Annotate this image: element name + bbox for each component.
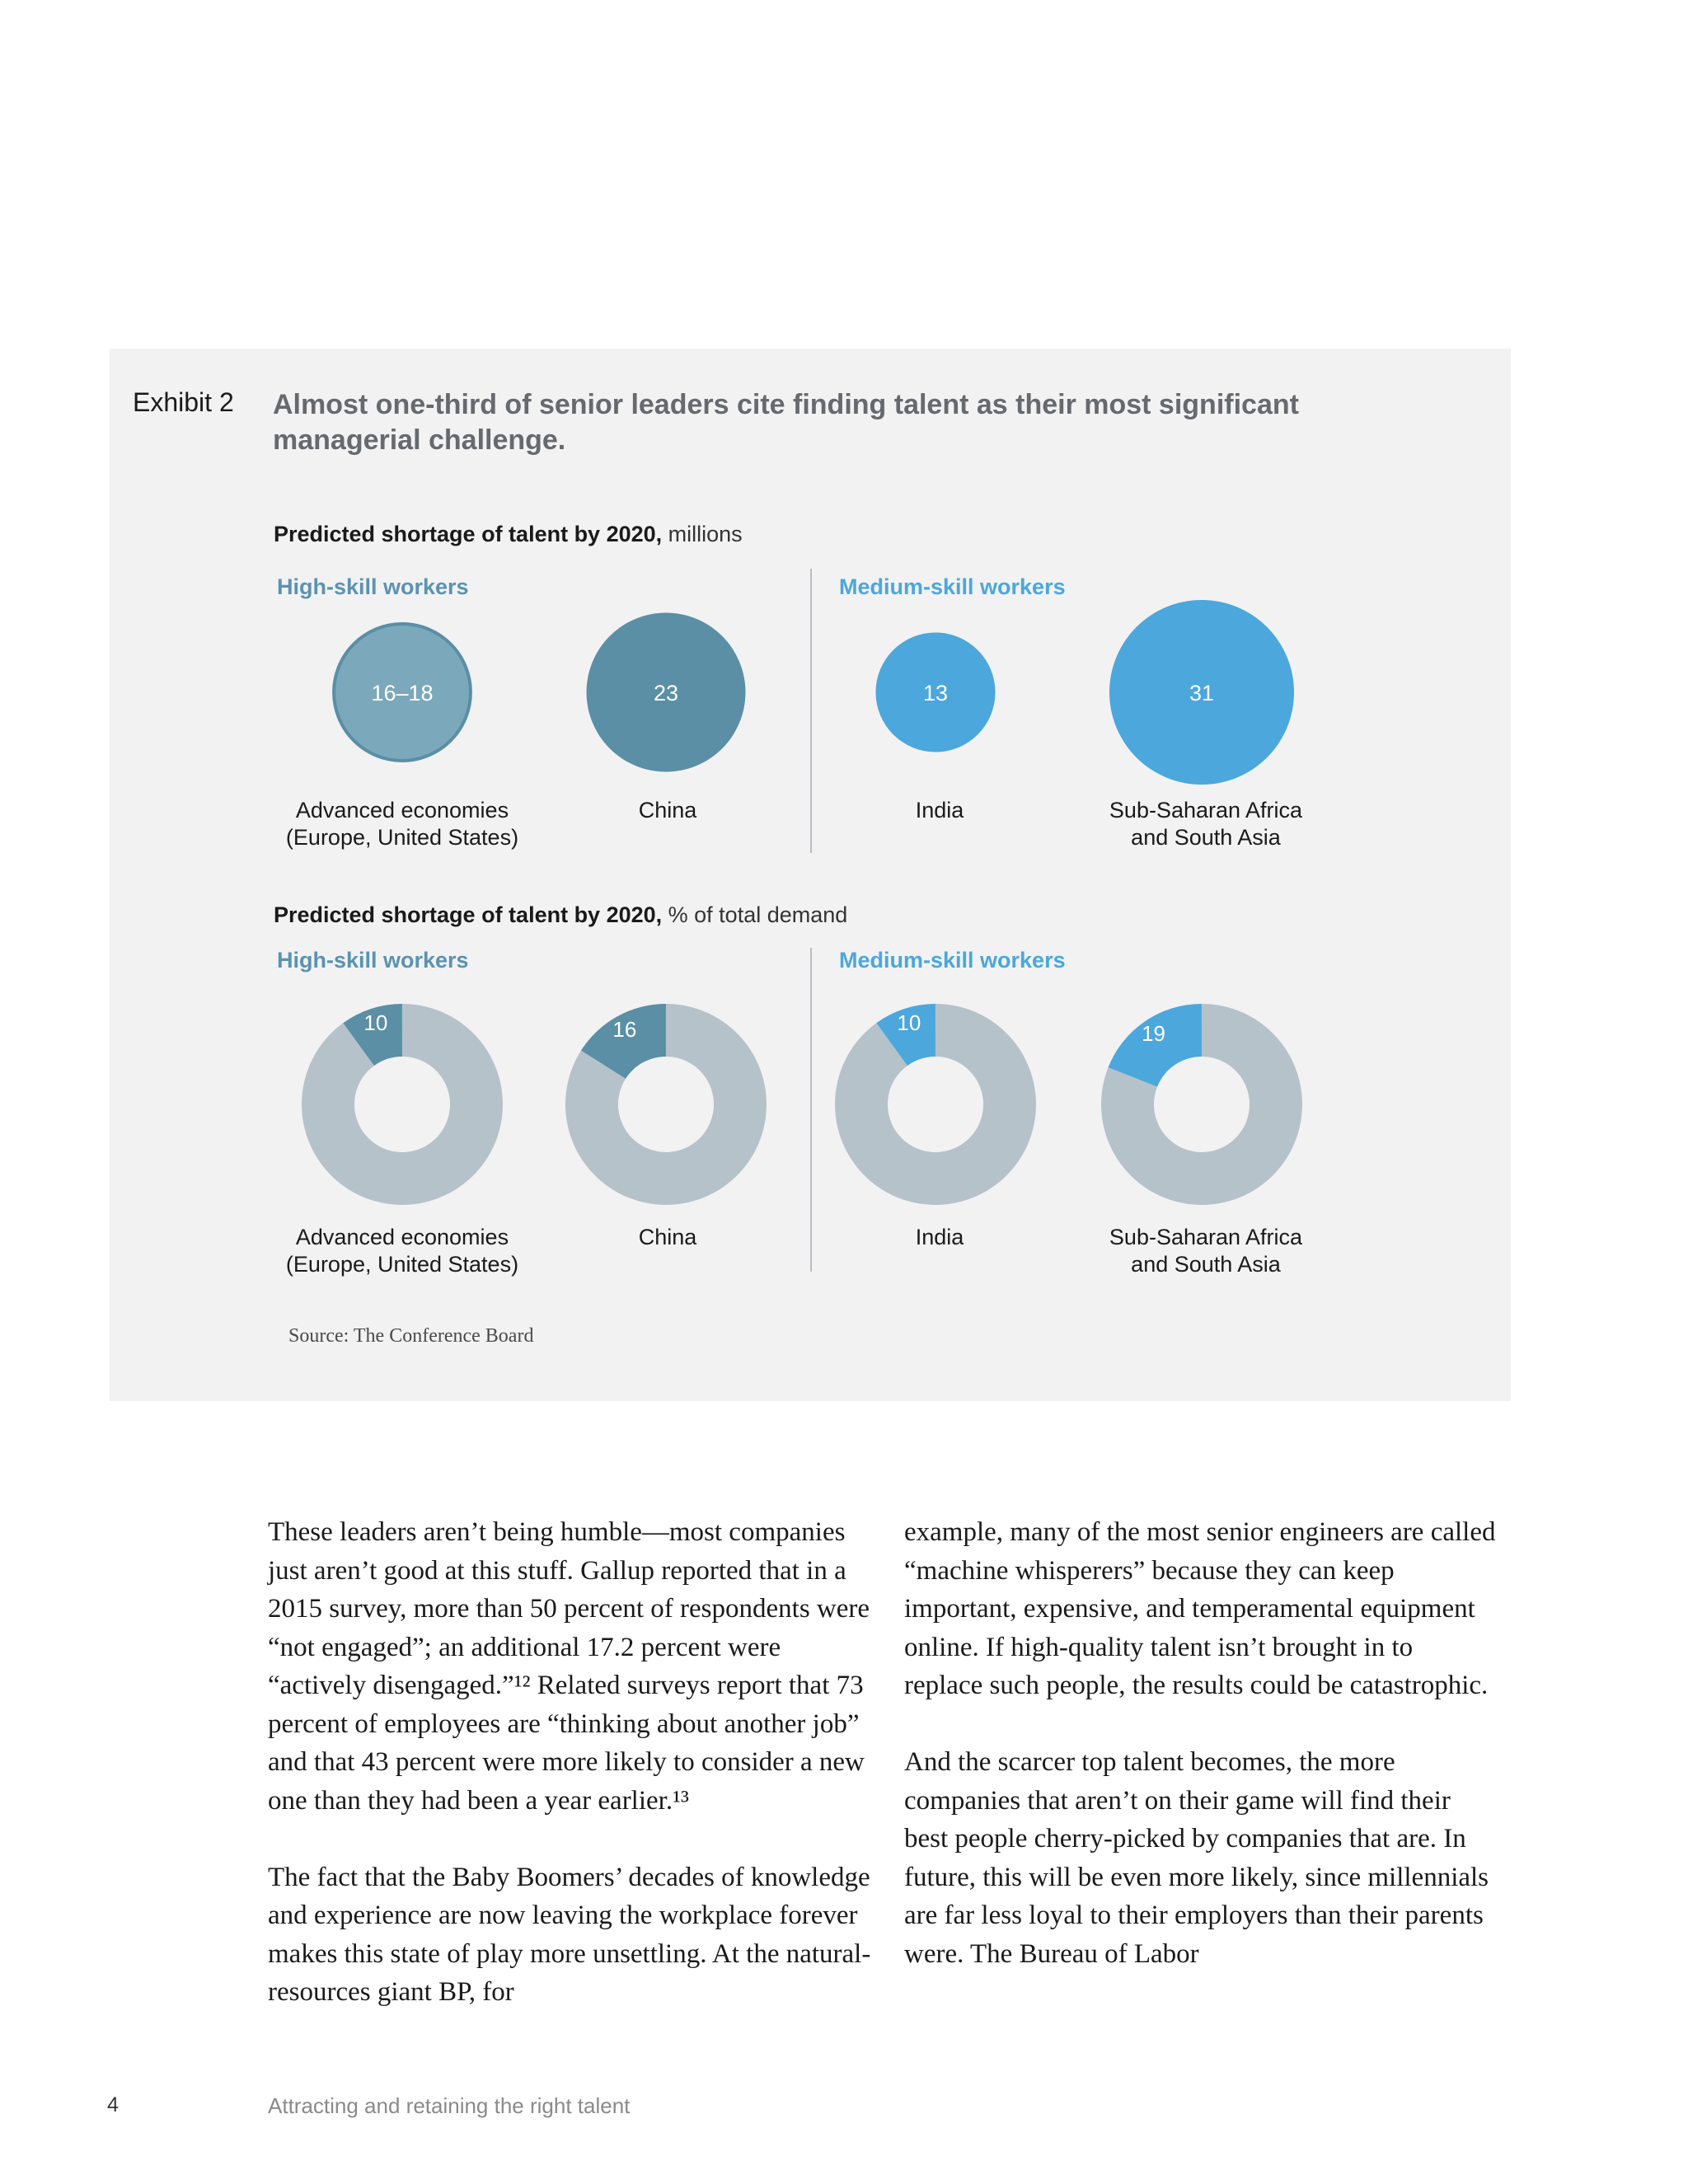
- body-paragraph: The fact that the Baby Boomers’ decades of knowledge and experience are now leaving the workplace forever makes this state of play more unsettling. At the natural-resources giant BP, for: [268, 1862, 871, 2007]
- panel2-subhead-bold: Predicted shortage of talent by 2020,: [274, 902, 663, 927]
- panel1-caption-china: China: [638, 798, 697, 823]
- bubble-label-3: 31: [1189, 681, 1215, 705]
- body-column-right: [904, 1513, 1498, 2012]
- donut-label-1: 16: [612, 1016, 637, 1042]
- body-paragraph: These leaders aren’t being humble—most companies just aren’t good at this stuff. Gallup reported that in a 2015 survey, more than 50 percent of respondents were “not engaged”; an additional 17.2 percent were “actively disengaged.”¹² Related surveys report that 73 percent of employees are “thinking about another job” and that 43 percent were more likely to consider a new one than they had been a year earlier.¹³: [268, 1517, 870, 1816]
- page-number: 4: [107, 2093, 119, 2116]
- panel2-caption-advanced: Advanced economies (Europe, United States): [285, 1225, 519, 1277]
- panel1-caption-india: India: [915, 798, 964, 823]
- donut-label-3: 19: [1142, 1020, 1166, 1046]
- body-paragraph: And the scarcer top talent becomes, the more companies that aren’t on their game will find their best people cherry-picked by companies that are. In future, this will be even more likely, since millennials are far less loyal to their employers than their parents were. The Bureau of Labor: [904, 1747, 1489, 1969]
- bubble-label-2: 13: [922, 681, 949, 705]
- source-note: Source: The Conference Board: [288, 1325, 534, 1347]
- donut-rest-2: [835, 1004, 1036, 1205]
- running-title: Attracting and retaining the right talent: [268, 2093, 631, 2118]
- panel1-subhead-unit: millions: [662, 522, 743, 546]
- body-column-left: [268, 1513, 878, 2050]
- bubble-label-0: 16–18: [371, 681, 434, 705]
- panel1-group-high: High-skill workers: [277, 574, 469, 599]
- panel1-caption-advanced: Advanced economies (Europe, United States): [285, 798, 519, 850]
- panel1-group-medium: Medium-skill workers: [839, 574, 1066, 599]
- exhibit-label: Exhibit 2: [133, 387, 234, 417]
- panel2-caption-india: India: [915, 1225, 964, 1249]
- donut-label-2: 10: [897, 1010, 921, 1036]
- panel1-caption-ssa: Sub-Saharan Africa and South Asia: [1109, 798, 1303, 850]
- donut-label-0: 10: [363, 1010, 388, 1036]
- bubble-label-1: 23: [653, 681, 679, 705]
- panel2-subhead-unit: % of total demand: [662, 902, 848, 927]
- panel2-caption-ssa: Sub-Saharan Africa and South Asia: [1109, 1225, 1303, 1277]
- body-paragraph: example, many of the most senior engineers are called “machine whisperers” because they can keep important, expensive, and temperamental equipment online. If high-quality talent isn’t brought in to replace such people, the results could be catastrophic.: [904, 1517, 1496, 1700]
- donut-rest-0: [302, 1004, 503, 1205]
- panel2-caption-china: China: [638, 1225, 697, 1249]
- panel2-group-high: High-skill workers: [277, 948, 469, 972]
- panel2-group-medium: Medium-skill workers: [839, 948, 1066, 972]
- panel1-subhead-bold: Predicted shortage of talent by 2020,: [274, 522, 663, 546]
- exhibit-title: Almost one-third of senior leaders cite finding talent as their most significant managerial challenge.: [273, 389, 1299, 456]
